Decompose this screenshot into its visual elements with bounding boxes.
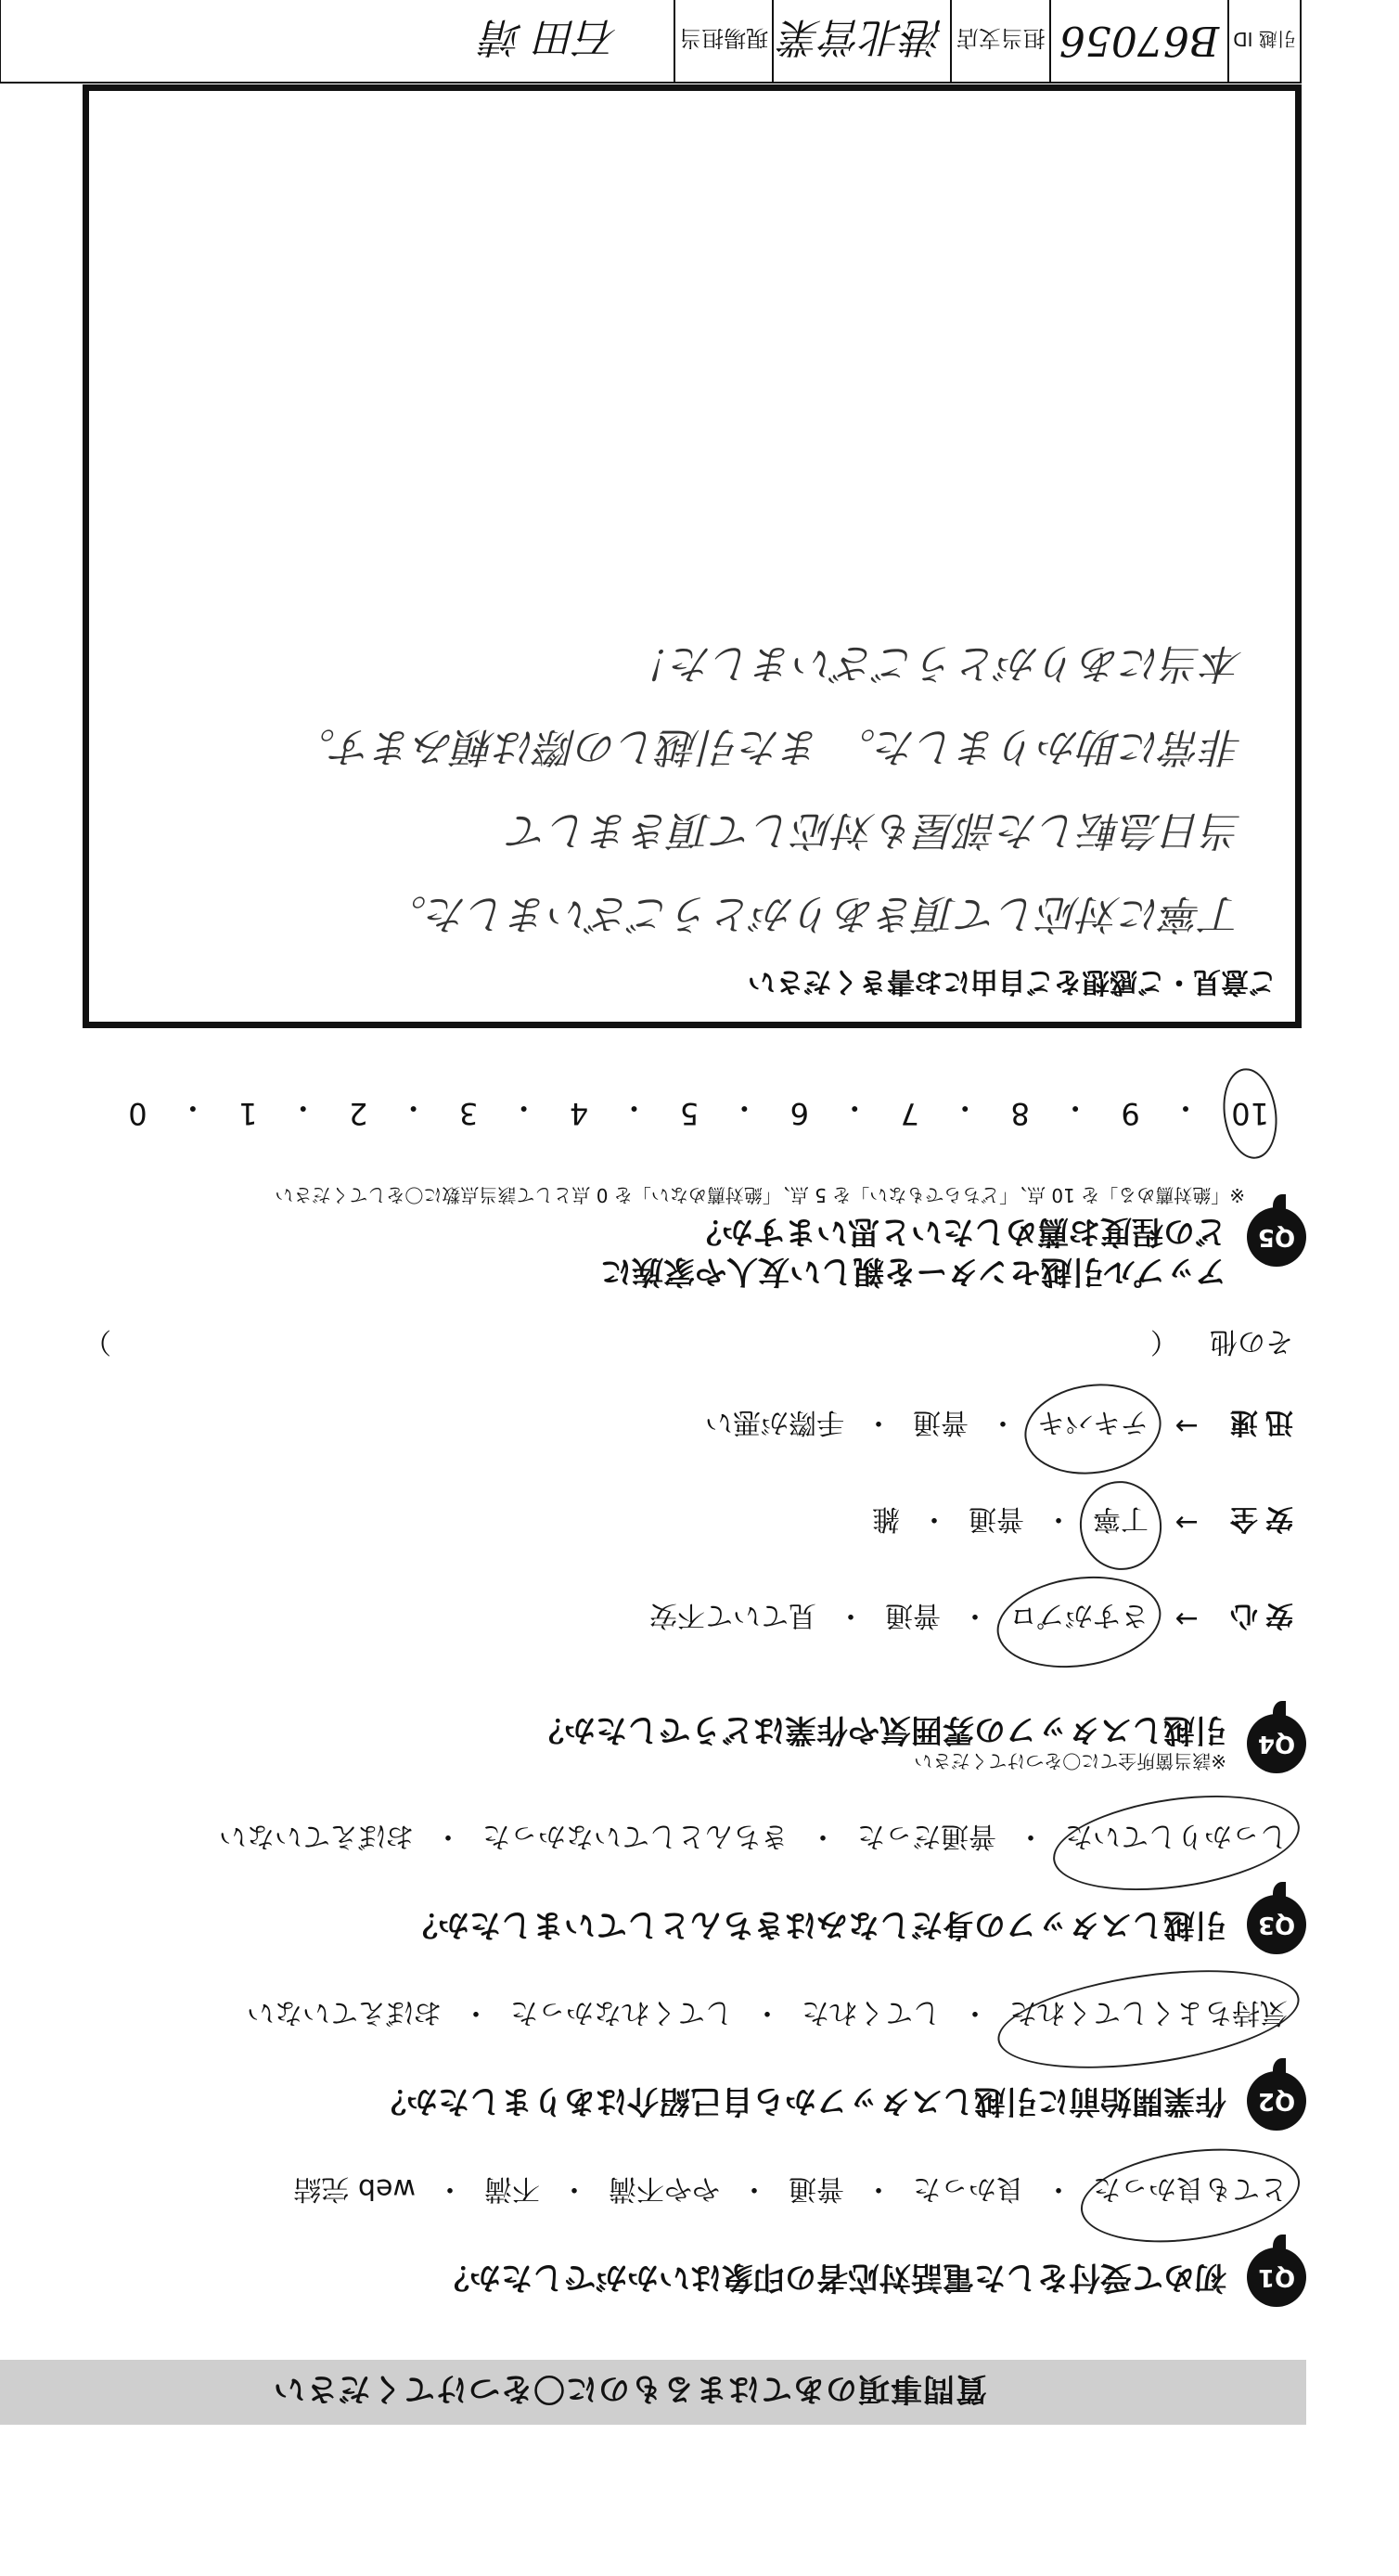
q1-option[interactable]: 普通 xyxy=(789,2172,844,2205)
score-option[interactable]: 6 xyxy=(789,1096,810,1131)
score-option[interactable]: 9 xyxy=(1121,1096,1140,1131)
q3-text: 引越しスタッフの身だしなみはきちんとしていましたか？ xyxy=(406,1906,1226,1944)
score-option[interactable]: 8 xyxy=(1010,1096,1030,1131)
q5-badge: Q5 xyxy=(1247,1207,1306,1267)
move-id-label: 引越 ID xyxy=(1227,0,1300,82)
q1-options: とても良かった ・ 良かった ・ 普通 ・ やや不満 ・ 不満 ・ web 完結 xyxy=(82,2171,1306,2212)
q2-option-selected[interactable]: 気持ちよくしてくれた xyxy=(1004,1995,1293,2036)
q2-option[interactable]: してくれなかった xyxy=(510,1996,733,2029)
move-id-value[interactable]: B67056 xyxy=(1049,0,1227,82)
q3-option[interactable]: きちんとしていなかった xyxy=(482,1820,789,1852)
q3-options: しっかりしていた ・ 普通だった ・ きちんとしていなかった ・ おぼえていない xyxy=(82,1819,1306,1860)
question-4 xyxy=(82,1313,1306,1779)
q1-badge: Q1 xyxy=(1247,2248,1306,2307)
field-staff-value[interactable]: 石田 靖 xyxy=(482,13,618,60)
field-staff-label: 現場担当 xyxy=(674,0,773,82)
comment-line: 当日急転した部屋も対応して頂きまして xyxy=(508,806,1243,854)
q1-option[interactable]: やや不満 xyxy=(609,2172,720,2205)
arrow-icon: → xyxy=(1174,1506,1199,1539)
comments-title: ご意見・ご感想をご自由にお書きください xyxy=(748,965,1277,998)
q4-option[interactable]: 雑 xyxy=(872,1502,900,1536)
q4-row-jinsoku: 迅速 → テキパキ ・ 普通 ・ 手際が悪い xyxy=(82,1378,1293,1475)
comment-line: 非常に助かりました。 また引越しの際は頼みます。 xyxy=(294,723,1243,770)
q4-other-close-paren: ） xyxy=(83,1325,111,1359)
score-option[interactable]: 1 xyxy=(238,1096,258,1131)
question-5 xyxy=(82,1088,1306,1291)
q4-row-label: 迅速 xyxy=(1223,1406,1293,1439)
q3-option[interactable]: 普通だった xyxy=(857,1820,996,1852)
q4-option[interactable]: 普通 xyxy=(885,1599,941,1632)
q2-option[interactable]: おぼえていない xyxy=(247,1996,442,2029)
comments-box[interactable] xyxy=(83,84,1302,1028)
branch-label: 担当支店 xyxy=(951,0,1050,82)
q1-option-selected[interactable]: とても良かった xyxy=(1087,2171,1293,2212)
q4-option[interactable]: 手際が悪い xyxy=(705,1406,844,1439)
q5-note: ※「絶対薦める」を 10 点、「どちらでもない」を 5 点、「絶対薦めない」を 0 点として該当点数に〇をしてください xyxy=(275,1184,1245,1206)
q1-option[interactable]: web 完結 xyxy=(293,2172,416,2205)
q2-option[interactable]: してくれた xyxy=(802,1996,941,2029)
q4-option[interactable]: 見ていて不安 xyxy=(649,1599,816,1632)
q4-row-anzen: 安全 → 丁寧 ・ 普通 ・ 雑 xyxy=(82,1475,1293,1571)
question-3 xyxy=(82,1819,1306,1954)
arrow-icon: → xyxy=(1174,1603,1199,1635)
q5-text-line2: どの程度お薦めしたいと思いますか？ xyxy=(690,1213,1226,1251)
score-option[interactable]: 7 xyxy=(900,1096,919,1131)
score-option[interactable]: 0 xyxy=(128,1096,148,1131)
q4-row-label: 安心 xyxy=(1223,1599,1293,1632)
comment-line: 本当にありがとうございました！ xyxy=(631,639,1243,687)
q4-option[interactable]: 普通 xyxy=(969,1502,1024,1536)
score-option[interactable]: 2 xyxy=(349,1096,368,1131)
q1-option[interactable]: 良かった xyxy=(913,2172,1024,2205)
question-1 xyxy=(82,2171,1306,2307)
q4-rows xyxy=(82,1313,1306,1668)
q4-option-selected[interactable]: テキパキ xyxy=(1032,1406,1154,1447)
score-option[interactable]: 4 xyxy=(569,1096,589,1131)
q4-badge: Q4 xyxy=(1247,1714,1306,1773)
footer-strip xyxy=(0,0,1302,84)
q4-other-open-paren: （ xyxy=(1150,1325,1178,1359)
q4-option-selected[interactable]: さすがプロ xyxy=(1004,1599,1154,1640)
score-option-selected[interactable]: 10 xyxy=(1231,1088,1269,1131)
q3-option[interactable]: おぼえていない xyxy=(219,1820,414,1852)
score-option[interactable]: 3 xyxy=(458,1096,479,1131)
q1-text: 初めて受付をした電話対応者の印象はいかがでしたか？ xyxy=(438,2259,1226,2297)
q4-row-label: 安全 xyxy=(1223,1502,1293,1536)
q2-text: 作業開始前に引越しスタッフから自己紹介はありましたか？ xyxy=(375,2082,1226,2120)
q4-option-selected[interactable]: 丁寧 xyxy=(1087,1502,1154,1543)
q4-text: 引越しスタッフの雰囲気や作業はどうでしたか？ xyxy=(533,1711,1226,1748)
q4-other xyxy=(82,1313,1293,1378)
q2-options: 気持ちよくしてくれた ・ してくれた ・ してくれなかった ・ おぼえていない xyxy=(82,1995,1306,2036)
q5-score-scale: 10 ・ 9 ・ 8 ・ 7 ・ 6 ・ 5 ・ 4 ・ 3 ・ 2 ・ 1 ・ 0 xyxy=(128,1090,1269,1131)
q3-badge: Q3 xyxy=(1247,1895,1306,1954)
q4-option[interactable]: 普通 xyxy=(913,1406,969,1439)
instructions-banner: 質問事項のあてはまるものに〇をつけてください xyxy=(0,2360,1306,2425)
score-option[interactable]: 5 xyxy=(679,1096,700,1131)
comment-line: 丁寧に対応して頂きありがとうございました。 xyxy=(386,890,1243,937)
arrow-icon: → xyxy=(1174,1410,1199,1442)
q2-badge: Q2 xyxy=(1247,2071,1306,2131)
q4-row-anshin: 安心 → さすがプロ ・ 普通 ・ 見ていて不安 xyxy=(82,1571,1293,1668)
q5-text-line1: アップル引越センターを親しい友人や家族に xyxy=(600,1253,1226,1290)
branch-value[interactable]: 港北営業 xyxy=(773,0,951,82)
q3-option-selected[interactable]: しっかりしていた xyxy=(1059,1819,1293,1860)
q4-other-label: その他 xyxy=(1210,1325,1293,1359)
q4-note: ※該当箇所全てに〇をつけてください xyxy=(914,1750,1226,1772)
q1-option[interactable]: 不満 xyxy=(484,2172,540,2205)
question-2 xyxy=(82,1995,1306,2131)
